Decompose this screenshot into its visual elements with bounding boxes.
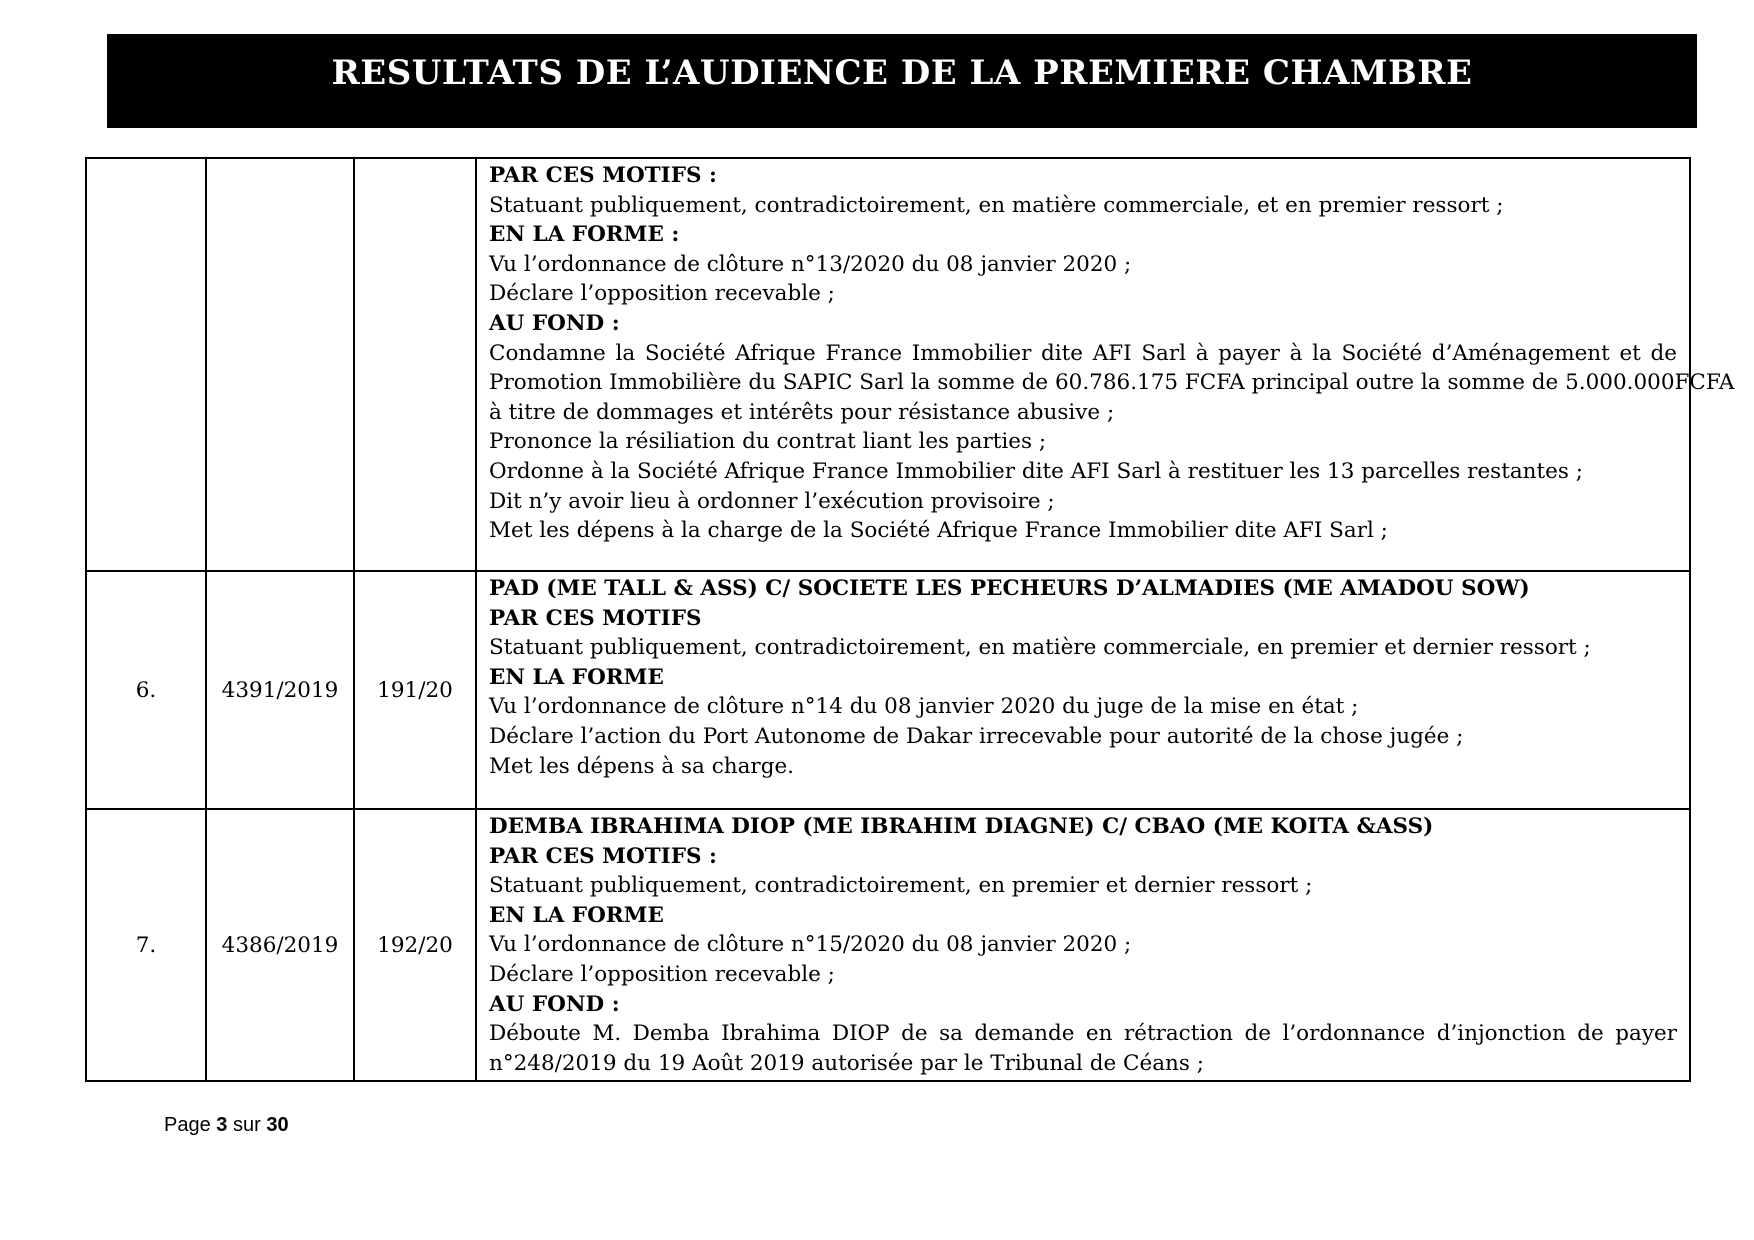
ruling-line: Promotion Immobilière du SAPIC Sarl la somme de 60.786.175 FCFA principal outre la somme de 5.000.000FCFA — [489, 370, 1735, 396]
section-heading: PAR CES MOTIFS : — [489, 163, 717, 188]
decision-number-cell — [354, 158, 476, 571]
ruling-line: Met les dépens à la charge de la Société Afrique France Immobilier dite AFI Sarl ; — [489, 518, 1388, 544]
table-row — [86, 158, 1690, 571]
page-separator: sur — [232, 1114, 261, 1136]
table-row — [86, 809, 1690, 1081]
decision-number-cell: 192/20 — [354, 809, 476, 1081]
ruling-text-cell — [476, 809, 1690, 1081]
page-title: RESULTATS DE L’AUDIENCE DE LA PREMIERE CHAMBRE — [331, 53, 1473, 93]
section-heading: EN LA FORME : — [489, 222, 680, 248]
section-heading: PAR CES MOTIFS — [489, 605, 702, 631]
ruling-line: Déclare l’action du Port Autonome de Dakar irrecevable pour autorité de la chose jugée ; — [489, 723, 1464, 749]
ruling-line: Statuant publiquement, contradictoirement, en matière commerciale, et en premier ressort ; — [489, 192, 1504, 218]
page-header-banner — [107, 34, 1697, 128]
ruling-line: Prononce la résiliation du contrat liant les parties ; — [489, 429, 1047, 455]
ruling-line: Condamne la Société Afrique France Immobilier dite AFI Sarl à payer à la Société d’Aménagement et de — [489, 340, 1677, 366]
case-parties: DEMBA IBRAHIMA DIOP (ME IBRAHIM DIAGNE) C/ CBAO (ME KOITA &ASS) — [489, 814, 1434, 839]
table-row — [86, 571, 1690, 809]
ruling-line: Statuant publiquement, contradictoirement, en matière commerciale, en premier et dernier ressort ; — [489, 635, 1591, 661]
case-number-cell: 7. — [86, 809, 206, 1081]
ruling-line: Met les dépens à sa charge. — [489, 753, 795, 779]
ruling-line: Déclare l’opposition recevable ; — [489, 281, 835, 307]
case-parties: PAD (ME TALL & ASS) C/ SOCIETE LES PECHEURS D’ALMADIES (ME AMADOU SOW) — [489, 576, 1530, 601]
total-pages-number: 30 — [266, 1114, 289, 1136]
current-page-number: 3 — [216, 1114, 228, 1136]
role-number-cell — [206, 158, 354, 571]
section-heading: AU FOND : — [489, 310, 620, 336]
ruling-line: Statuant publiquement, contradictoirement, en premier et dernier ressort ; — [489, 873, 1313, 899]
section-heading: PAR CES MOTIFS : — [489, 843, 717, 869]
case-number-cell: 6. — [86, 571, 206, 809]
ruling-line: Ordonne à la Société Afrique France Immobilier dite AFI Sarl à restituer les 13 parcelles restantes ; — [489, 458, 1583, 484]
page-label: Page — [164, 1114, 211, 1136]
decision-number-cell: 191/20 — [354, 571, 476, 809]
ruling-line: Vu l’ordonnance de clôture n°14 du 08 janvier 2020 du juge de la mise en état ; — [489, 694, 1359, 720]
ruling-line: Dit n’y avoir lieu à ordonner l’exécution provisoire ; — [489, 488, 1055, 514]
ruling-text-cell — [476, 158, 1735, 571]
ruling-line: à titre de dommages et intérêts pour résistance abusive ; — [489, 399, 1115, 425]
role-number-cell: 4391/2019 — [206, 571, 354, 809]
page-footer — [164, 1114, 289, 1137]
case-number-cell — [86, 158, 206, 571]
role-number-cell: 4386/2019 — [206, 809, 354, 1081]
ruling-line: Vu l’ordonnance de clôture n°13/2020 du 08 janvier 2020 ; — [489, 251, 1132, 277]
ruling-text-cell — [476, 571, 1690, 809]
section-heading: EN LA FORME — [489, 664, 664, 690]
ruling-line: Déclare l’opposition recevable ; — [489, 961, 835, 987]
ruling-line: Vu l’ordonnance de clôture n°15/2020 du 08 janvier 2020 ; — [489, 932, 1132, 958]
section-heading: EN LA FORME — [489, 902, 664, 928]
ruling-line: n°248/2019 du 19 Août 2019 autorisée par le Tribunal de Céans ; — [489, 1050, 1205, 1076]
results-table — [85, 157, 1735, 1082]
ruling-line: Déboute M. Demba Ibrahima DIOP de sa demande en rétraction de l’ordonnance d’injonction de payer — [489, 1021, 1677, 1047]
section-heading: AU FOND : — [489, 991, 620, 1017]
